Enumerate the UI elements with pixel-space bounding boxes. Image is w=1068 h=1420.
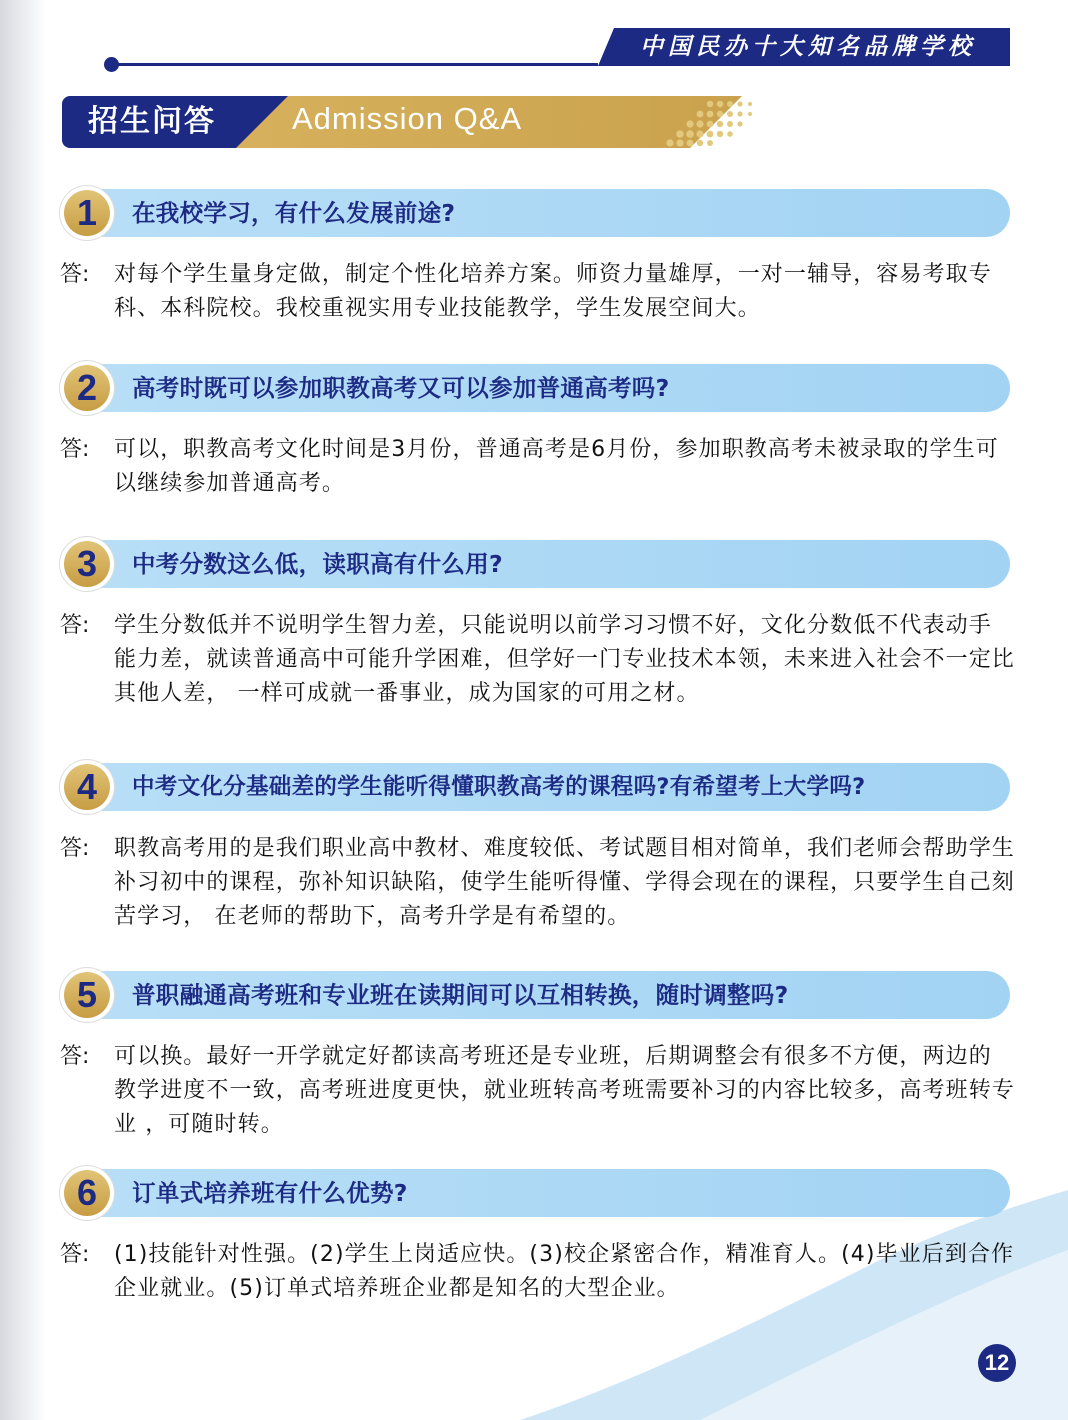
question-row (60, 537, 1020, 591)
question-row (60, 186, 1020, 240)
question-row (60, 968, 1020, 1022)
question-text: 中考文化分基础差的学生能听得懂职教高考的课程吗?有希望考上大学吗? (132, 774, 866, 800)
answer-label: 答: (60, 613, 90, 638)
qa-item-6 (60, 1166, 1020, 1306)
answer-block (60, 258, 1020, 326)
dot-pattern-decoration (648, 96, 758, 148)
question-text: 普职融通高考班和专业班在读期间可以互相转换，随时调整吗? (132, 981, 789, 1009)
question-number: 4 (64, 764, 110, 810)
qa-item-4 (60, 760, 1020, 934)
question-number: 1 (64, 190, 110, 236)
answer-block (60, 832, 1020, 934)
question-row (60, 760, 1020, 814)
question-text: 高考时既可以参加职教高考又可以参加普通高考吗? (132, 374, 670, 402)
question-text: 订单式培养班有什么优势? (132, 1179, 408, 1207)
answer-label: 答: (60, 262, 90, 287)
answer-block (60, 609, 1020, 711)
top-rule (112, 63, 598, 66)
question-number-badge (60, 361, 114, 415)
qa-item-2 (60, 361, 1020, 501)
question-row (60, 361, 1020, 415)
answer-text: 学生分数低并不说明学生智力差，只能说明以前学习习惯不好，文化分数低不代表动手 能力差，就读普通高中可能升学困难，但学好一门专业技术本领，未来进入社会不一定比其他人差， 一样可成就一番事业，成为国家的可用之材。 (114, 613, 1015, 706)
answer-label: 答: (60, 437, 90, 462)
answer-text: (1)技能针对性强。(2)学生上岗适应快。(3)校企紧密合作，精准育人。(4)毕业后到合作企业就业。(5)订单式培养班企业都是知名的大型企业。 (114, 1242, 1015, 1301)
question-text: 在我校学习，有什么发展前途? (132, 199, 456, 227)
answer-block (60, 1238, 1020, 1306)
answer-text: 职教高考用的是我们职业高中教材、难度较低、考试题目相对简单，我们老师会帮助学生补习初中的课程，弥补知识缺陷，使学生能听得懂、学得会现在的课程，只要学生自己刻苦学习， 在老师的帮助下，高考升学是有希望的。 (114, 836, 1015, 929)
section-title-en: Admission Q&A (292, 101, 523, 136)
page-number: 12 (978, 1344, 1016, 1382)
answer-block (60, 433, 1020, 501)
answer-text: 可以，职教高考文化时间是3月份，普通高考是6月份，参加职教高考未被录取的学生可以继续参加普通高考。 (114, 437, 999, 496)
section-header (62, 96, 762, 148)
question-number-badge (60, 968, 114, 1022)
question-number-badge (60, 1166, 114, 1220)
question-number: 6 (64, 1170, 110, 1216)
qa-item-1 (60, 186, 1020, 326)
question-row (60, 1166, 1020, 1220)
question-number: 3 (64, 541, 110, 587)
question-number: 2 (64, 365, 110, 411)
answer-block (60, 1040, 1020, 1142)
answer-label: 答: (60, 1242, 90, 1267)
answer-text: 可以换。最好一开学就定好都读高考班还是专业班，后期调整会有很多不方便，两边的 教学进度不一致，高考班进度更快，就业班转高考班需要补习的内容比较多，高考班转专业 ，可随时转。 (114, 1044, 1015, 1137)
brand-slogan: 中国民办十大知名品牌学校 (640, 33, 976, 60)
question-text: 中考分数这么低，读职高有什么用? (132, 550, 503, 578)
answer-text: 对每个学生量身定做，制定个性化培养方案。师资力量雄厚，一对一辅导，容易考取专科、本科院校。我校重视实用专业技能教学，学生发展空间大。 (114, 262, 992, 321)
top-rule-dot (104, 57, 119, 72)
section-title-zh: 招生问答 (88, 104, 216, 139)
question-number-badge (60, 186, 114, 240)
question-number-badge (60, 537, 114, 591)
answer-label: 答: (60, 836, 90, 861)
question-number: 5 (64, 972, 110, 1018)
question-number-badge (60, 760, 114, 814)
qa-item-3 (60, 537, 1020, 711)
answer-label: 答: (60, 1044, 90, 1069)
qa-item-5 (60, 968, 1020, 1142)
